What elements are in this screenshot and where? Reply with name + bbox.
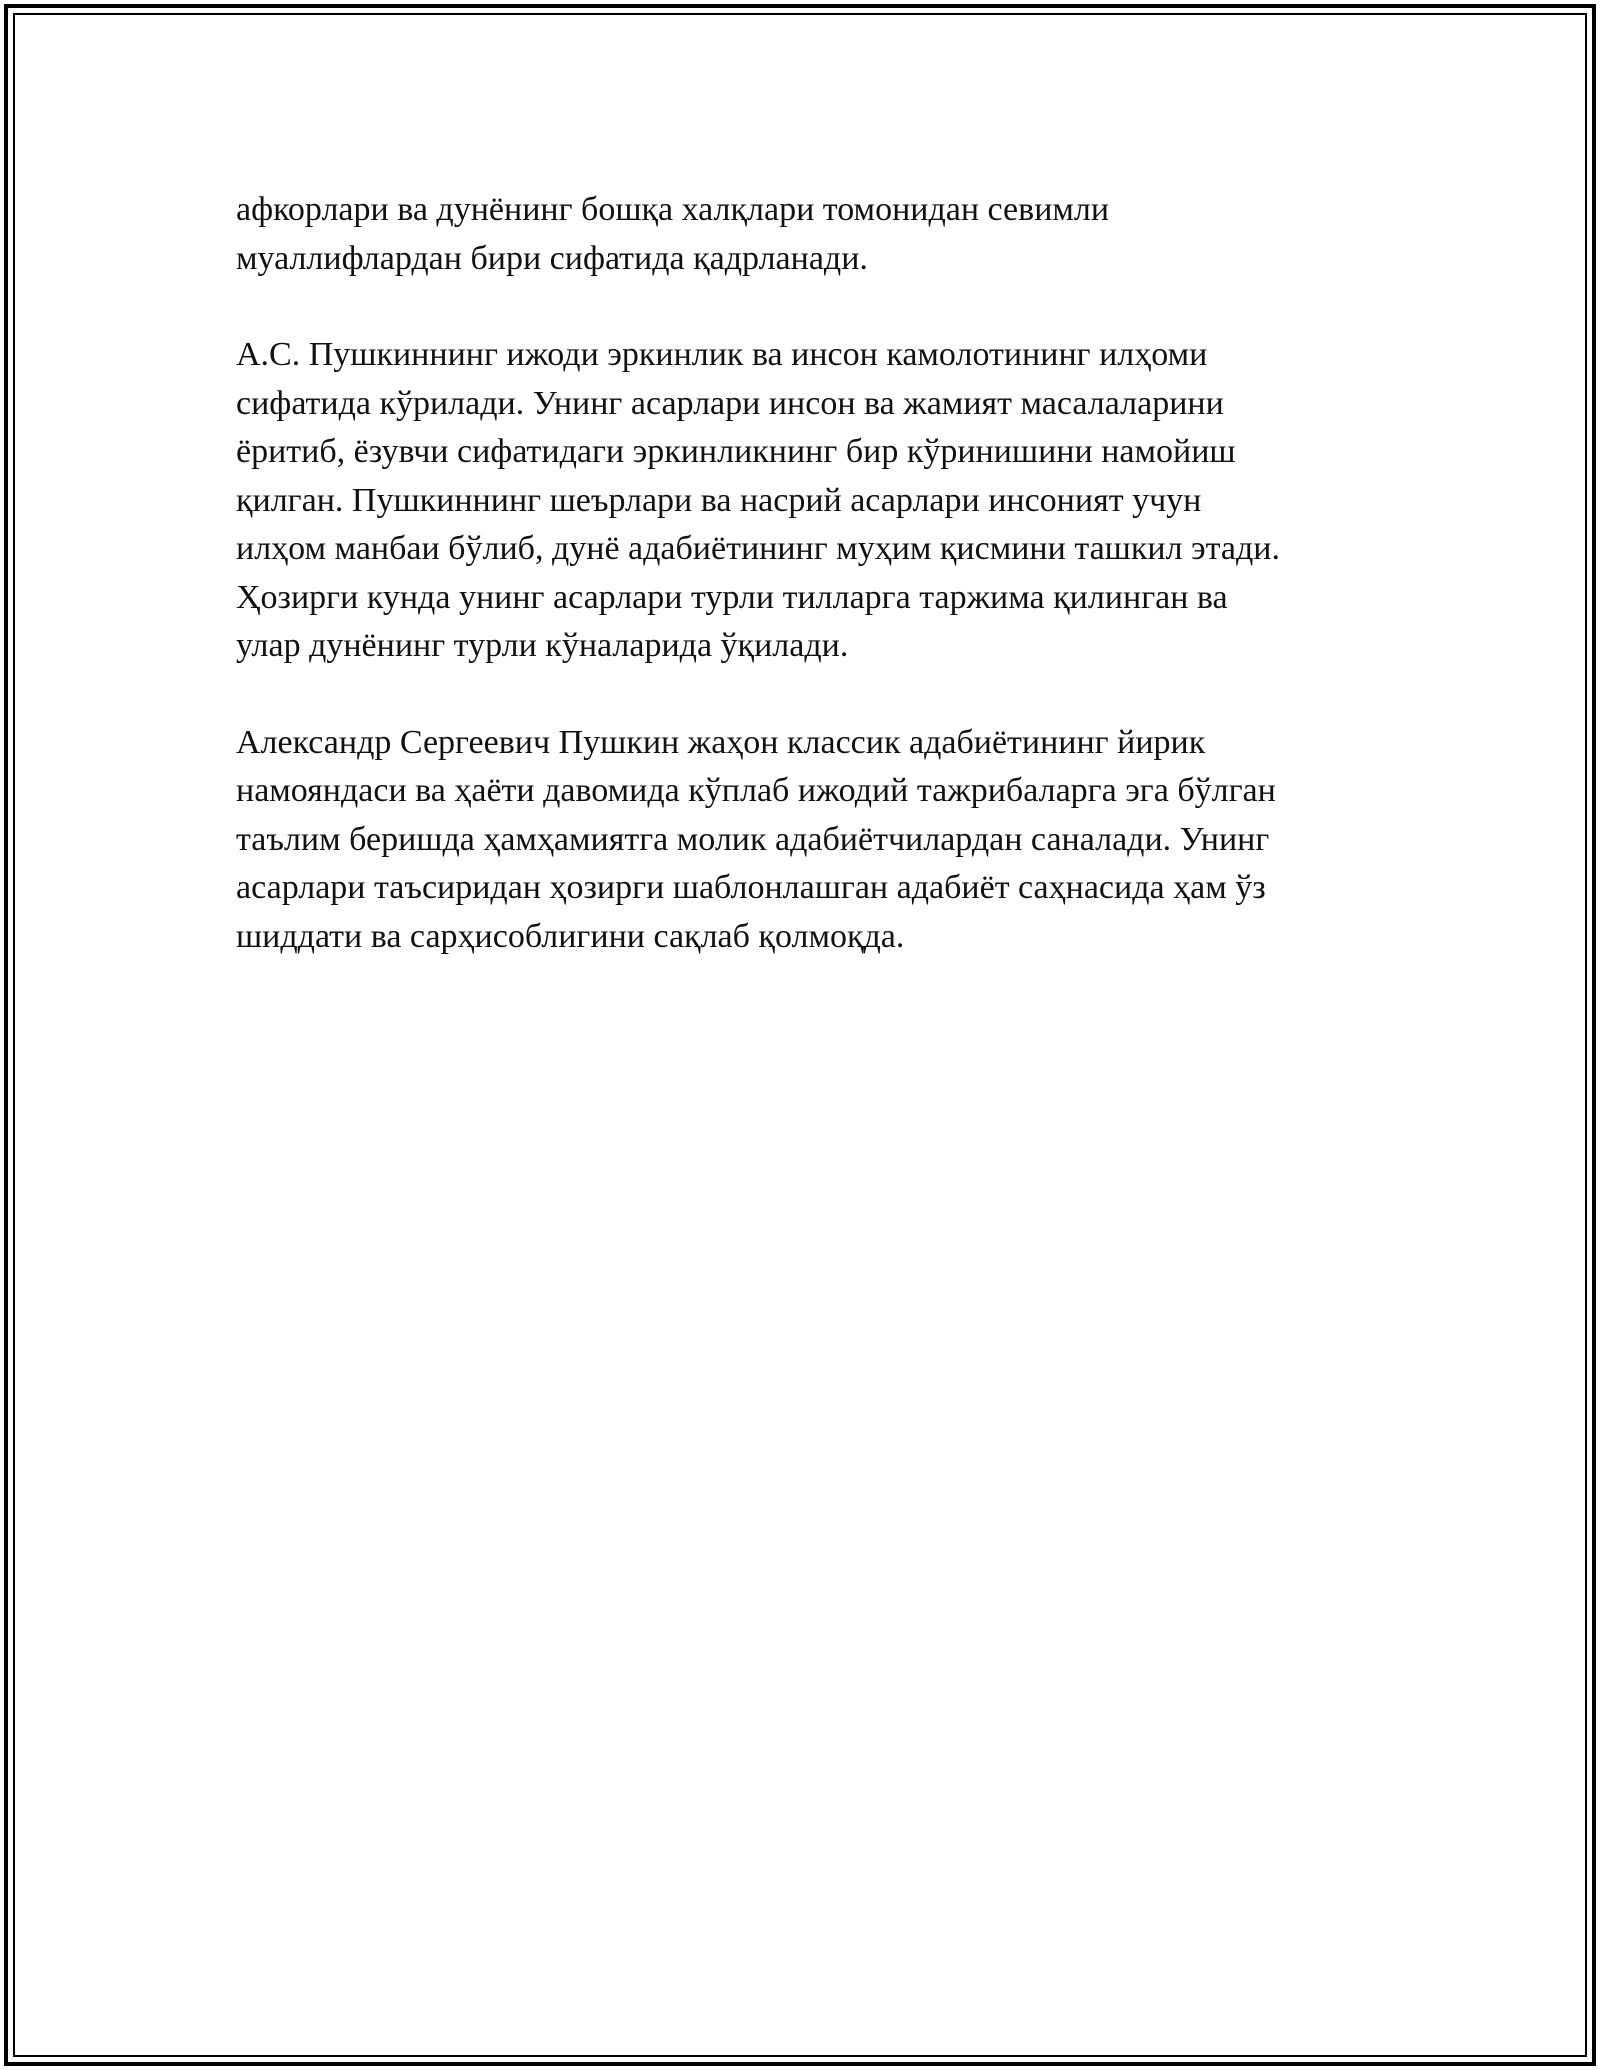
- text-line: қилган. Пушкиннинг шеърлари ва насрий асарлари инсоният учун: [236, 481, 1202, 519]
- text-line: илҳом манбаи бўлиб, дунё адабиётининг муҳим қисмини ташкил этади.: [236, 530, 1280, 567]
- paragraph-2: [236, 331, 1376, 671]
- text-line: улар дунёнинг турли кўналарида ўқилади.: [236, 627, 849, 664]
- document-body: [236, 186, 1376, 1009]
- text-line: шиддати ва сарҳисоблигини сақлаб қолмоқда.: [236, 917, 905, 955]
- paragraph-1: [236, 186, 1376, 283]
- text-line: Александр Сергеевич Пушкин жаҳон классик адабиётининг йирик: [236, 723, 1206, 761]
- text-line: муаллифлардан бири сифатида қадрланади.: [236, 239, 868, 277]
- text-line: асарлари таъсиридан ҳозирги шаблонлашган адабиёт саҳнасида ҳам ўз: [236, 869, 1266, 906]
- text-line: намояндаси ва ҳаёти давомида кўплаб ижодий тажрибаларга эга бўлган: [236, 772, 1276, 809]
- text-line: афкорлари ва дунёнинг бошқа халқлари томонидан севимли: [236, 191, 1110, 228]
- text-line: таълим беришда ҳамҳамиятга молик адабиётчилардан саналади. Унинг: [236, 820, 1270, 858]
- paragraph-3: [236, 719, 1376, 962]
- text-line: Ҳозирги кунда унинг асарлари турли тилларга таржима қилинган ва: [236, 578, 1228, 616]
- text-line: ёритиб, ёзувчи сифатидаги эркинликнинг бир кўринишини намойиш: [236, 433, 1236, 470]
- text-line: сифатида кўрилади. Унинг асарлари инсон ва жамият масалаларини: [236, 384, 1224, 422]
- text-line: А.С. Пушкиннинг ижоди эркинлик ва инсон камолотининг илҳоми: [236, 336, 1208, 373]
